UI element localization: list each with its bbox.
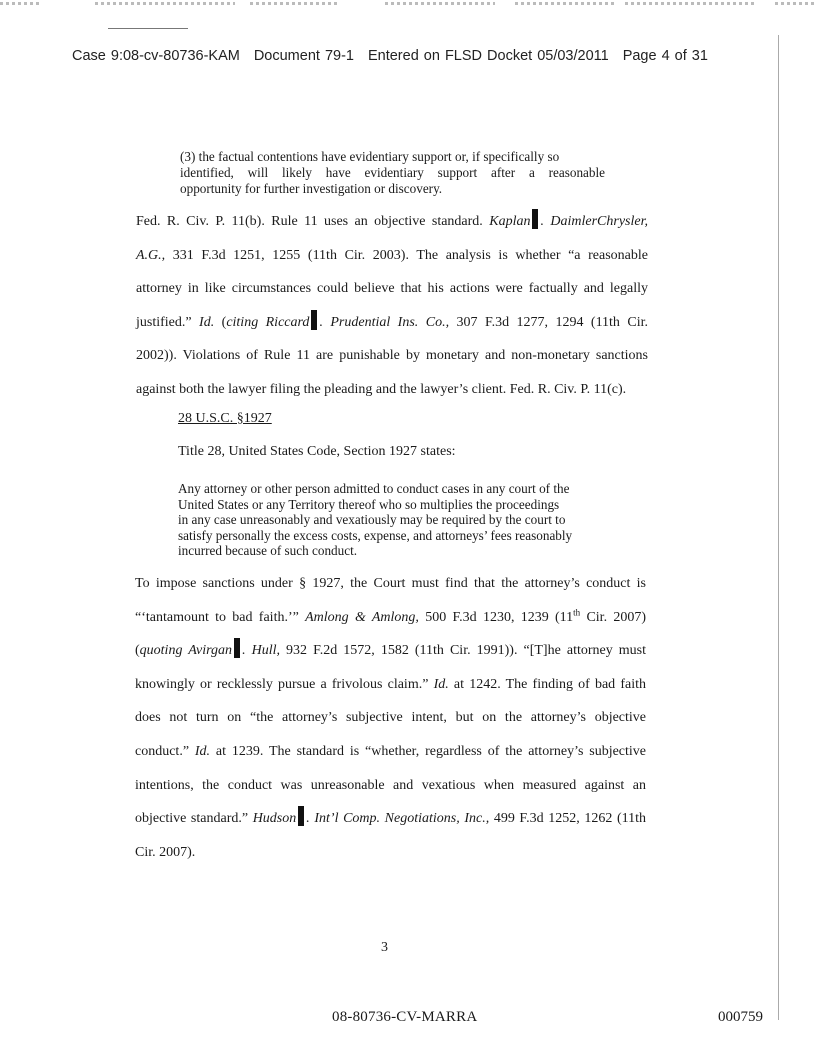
- section-heading: 28 U.S.C. §1927: [178, 411, 272, 426]
- docket-header: [72, 48, 722, 64]
- text-line: attorney in like circumstances could believe that his actions were factually and legally: [136, 281, 648, 297]
- text-line: “‘tantamount to bad faith.’” Amlong & Amlong, 500 F.3d 1230, 1239 (11th Cir. 2007): [135, 606, 647, 625]
- statute-quote: [178, 481, 604, 559]
- paragraph-1927: [135, 567, 646, 869]
- redaction-mark: [532, 209, 538, 229]
- footer-case-ref: 08-80736-CV-MARRA: [332, 1009, 478, 1025]
- text-line: conduct.” Id. at 1239. The standard is “whether, regardless of the attorney’s subjective: [135, 743, 647, 759]
- rule11-quote: [180, 149, 605, 197]
- text-line: objective standard.” Hudson . Int’l Comp. Negotiations, Inc., 499 F.3d 1252, 1262 (11th: [135, 802, 646, 836]
- page-number: 3: [381, 940, 388, 955]
- document-number: Document 79-1: [253, 48, 354, 64]
- text-line: intentions, the conduct was unreasonable and vexatious when measured against an: [135, 777, 646, 793]
- quote-line: Any attorney or other person admitted to conduct cases in any court of the: [178, 481, 570, 496]
- docket-entry: Entered on FLSD Docket 05/03/2011: [367, 48, 609, 64]
- case-number: Case 9:08-cv-80736-KAM: [72, 48, 240, 64]
- text-line: against both the lawyer filing the pleading and the lawyer’s client. Fed. R. Civ. P. 11(c).: [136, 381, 627, 397]
- text-line: Fed. R. Civ. P. 11(b). Rule 11 uses an objective standard. Kaplan . DaimlerChrysler,: [136, 205, 648, 239]
- text-line: (quoting Avirgan . Hull, 932 F.2d 1572, 1582 (11th Cir. 1991)). “[T]he attorney must: [135, 634, 646, 668]
- quote-line: in any case unreasonably and vexatiously may be required by the court to: [178, 512, 566, 528]
- text-line: knowingly or recklessly pursue a frivolous claim.” Id. at 1242. The finding of bad faith: [135, 676, 647, 692]
- redaction-mark: [234, 638, 240, 658]
- top-rule: [108, 28, 188, 29]
- text-line: Cir. 2007).: [135, 844, 196, 860]
- quote-line: satisfy personally the excess costs, expense, and attorneys’ fees reasonably: [178, 527, 573, 543]
- bates-number: 000759: [718, 1009, 763, 1025]
- redaction-mark: [298, 806, 304, 826]
- quote-line: (3) the factual contentions have evidentiary support or, if specifically so: [180, 149, 560, 164]
- text-line: does not turn on “the attorney’s subjective intent, but on the attorney’s objective: [135, 710, 646, 726]
- page-edge-line: [778, 35, 779, 1020]
- section-intro: Title 28, United States Code, Section 1927 states:: [178, 444, 456, 459]
- redaction-mark: [311, 310, 317, 330]
- text-line: justified.” Id. (citing Riccard . Prudential Ins. Co., 307 F.3d 1277, 1294 (11th Cir.: [136, 306, 648, 340]
- page-count: Page 4 of 31: [622, 48, 708, 64]
- quote-line: United States or any Territory thereof who so multiplies the proceedings: [178, 496, 560, 512]
- text-line: 2002)). Violations of Rule 11 are punishable by monetary and non-monetary sanctions: [136, 348, 648, 364]
- quote-line: incurred because of such conduct.: [178, 543, 358, 559]
- paragraph-rule11: [136, 205, 648, 407]
- quote-line: identified, will likely have evidentiary support after a reasonable: [180, 165, 605, 180]
- text-line: To impose sanctions under § 1927, the Court must find that the attorney’s conduct is: [135, 576, 646, 591]
- text-line: A.G., 331 F.3d 1251, 1255 (11th Cir. 2003). The analysis is whether “a reasonable: [136, 247, 648, 263]
- quote-line: opportunity for further investigation or discovery.: [180, 181, 443, 196]
- scan-artifact: [0, 0, 816, 12]
